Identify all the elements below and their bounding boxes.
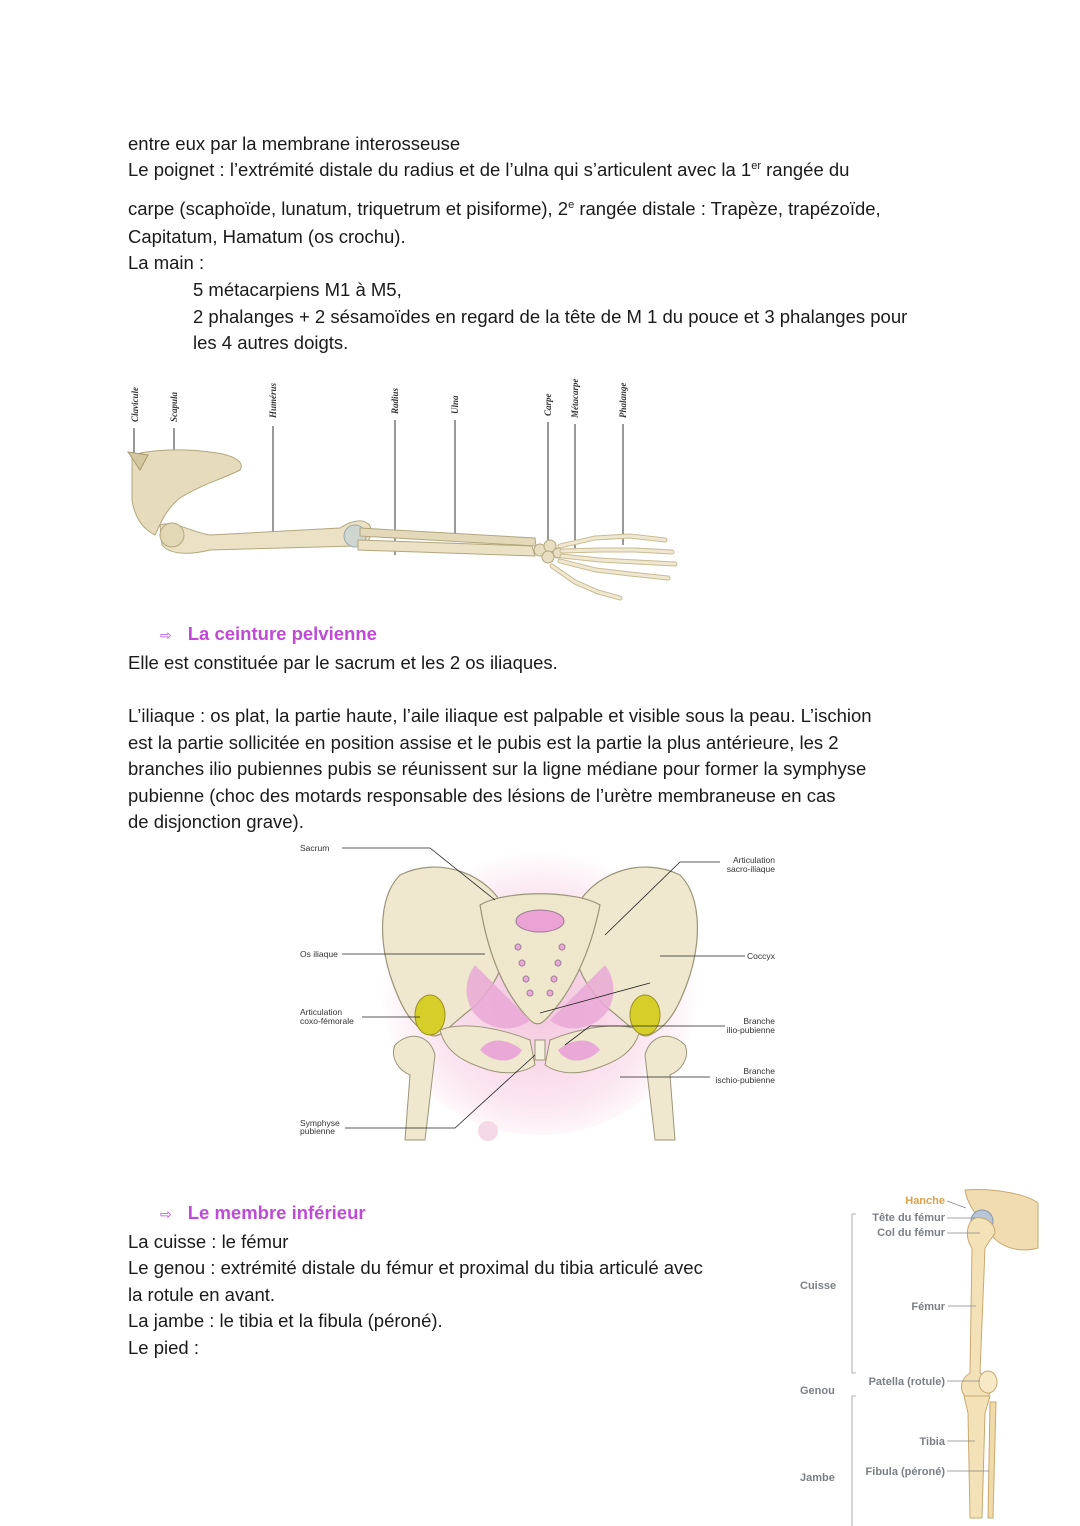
text-line: les 4 autres doigts. [193, 332, 349, 353]
text-line: branches ilio pubiennes pubis se réunissent sur la ligne médiane pour former la symphyse [128, 758, 867, 779]
text-line: 2 phalanges + 2 sésamoïdes en regard de la tête de M 1 du pouce et 3 phalanges pour [193, 306, 908, 327]
label-sacrum: Sacrum [300, 843, 330, 853]
label-symph-1: Symphyse [300, 1118, 340, 1128]
label-col-femur: Col du fémur [877, 1227, 945, 1239]
section-heading-pelvis: ⇨ La ceinture pelvienne [160, 623, 377, 644]
label-clavicule: Clavicule [130, 387, 140, 422]
label-hanche: Hanche [905, 1195, 945, 1207]
text-line: Capitatum, Hamatum (os crochu). [128, 226, 406, 247]
label-ilio-1: Branche [743, 1016, 775, 1026]
text-line: Elle est constituée par le sacrum et les 2 os iliaques. [128, 652, 558, 673]
text-line: la rotule en avant. [128, 1284, 276, 1305]
label-ilio-2: ilio-pubienne [726, 1025, 775, 1035]
text-line-wrist: Le poignet : l’extrémité distale du radius et de l’ulna qui s’articulent avec la 1er rangée du [128, 159, 850, 180]
text-line-carpus: carpe (scaphoïde, lunatum, triquetrum et pisiforme), 2e rangée distale : Trapèze, trapézoïde, [128, 198, 881, 219]
label-patella: Patella (rotule) [868, 1376, 945, 1388]
label-symph-2: pubienne [300, 1126, 335, 1136]
label-fibula: Fibula (péroné) [865, 1466, 945, 1478]
label-ischio-1: Branche [743, 1066, 775, 1076]
label-art-sacro-2: sacro-iliaque [726, 864, 775, 874]
label-coxo-2: coxo-fémorale [300, 1016, 354, 1026]
text-line: Le genou : extrémité distale du fémur et proximal du tibia articulé avec [128, 1257, 703, 1278]
label-art-sacro-1: Articulation [732, 855, 775, 865]
text-line: 5 métacarpiens M1 à M5, [193, 279, 402, 300]
arm-skeleton-figure [120, 360, 700, 605]
label-jambe: Jambe [800, 1472, 835, 1484]
label-coxo-1: Articulation [300, 1007, 343, 1017]
label-carpe: Carpe [543, 393, 553, 416]
text-line: L’iliaque : os plat, la partie haute, l’aile iliaque est palpable et visible sous la peau. L’ischion [128, 705, 872, 726]
label-cuisse: Cuisse [800, 1280, 837, 1292]
label-scapula: Scapula [169, 391, 179, 422]
arrow-icon: ⇨ [160, 1206, 172, 1222]
label-ischio-2: ischio-pubienne [715, 1075, 775, 1085]
text-line: La jambe : le tibia et la fibula (péroné). [128, 1310, 443, 1331]
label-radius: Radius [390, 387, 400, 414]
label-coccyx: Coccyx [747, 951, 775, 961]
text-line: est la partie sollicitée en position assise et le pubis est la partie la plus antérieure, les 2 [128, 732, 839, 753]
label-tibia: Tibia [919, 1436, 945, 1448]
label-metacarpe: Métacarpe [570, 378, 580, 418]
text-line: entre eux par la membrane interosseuse [128, 133, 461, 154]
text-line: de disjonction grave). [128, 811, 304, 832]
text-line: La main : [128, 252, 205, 273]
text-line: Le pied : [128, 1337, 199, 1358]
label-phalange: Phalange [618, 382, 628, 418]
text-line: pubienne (choc des motards responsable des lésions de l’urètre membraneuse en cas [128, 785, 836, 806]
label-os-iliaque: Os iliaque [300, 949, 338, 959]
lower-limb-figure [790, 1188, 1040, 1526]
label-tete-femur: Tête du fémur [872, 1212, 945, 1224]
label-humerus: Humérus [268, 382, 278, 418]
label-ulna: Ulna [450, 395, 460, 414]
label-genou: Genou [800, 1385, 835, 1397]
arrow-icon: ⇨ [160, 627, 172, 643]
section-heading-leg: ⇨ Le membre inférieur [160, 1202, 366, 1223]
pelvis-figure [290, 835, 790, 1145]
label-femur: Fémur [911, 1301, 945, 1313]
text-line: La cuisse : le fémur [128, 1231, 289, 1252]
